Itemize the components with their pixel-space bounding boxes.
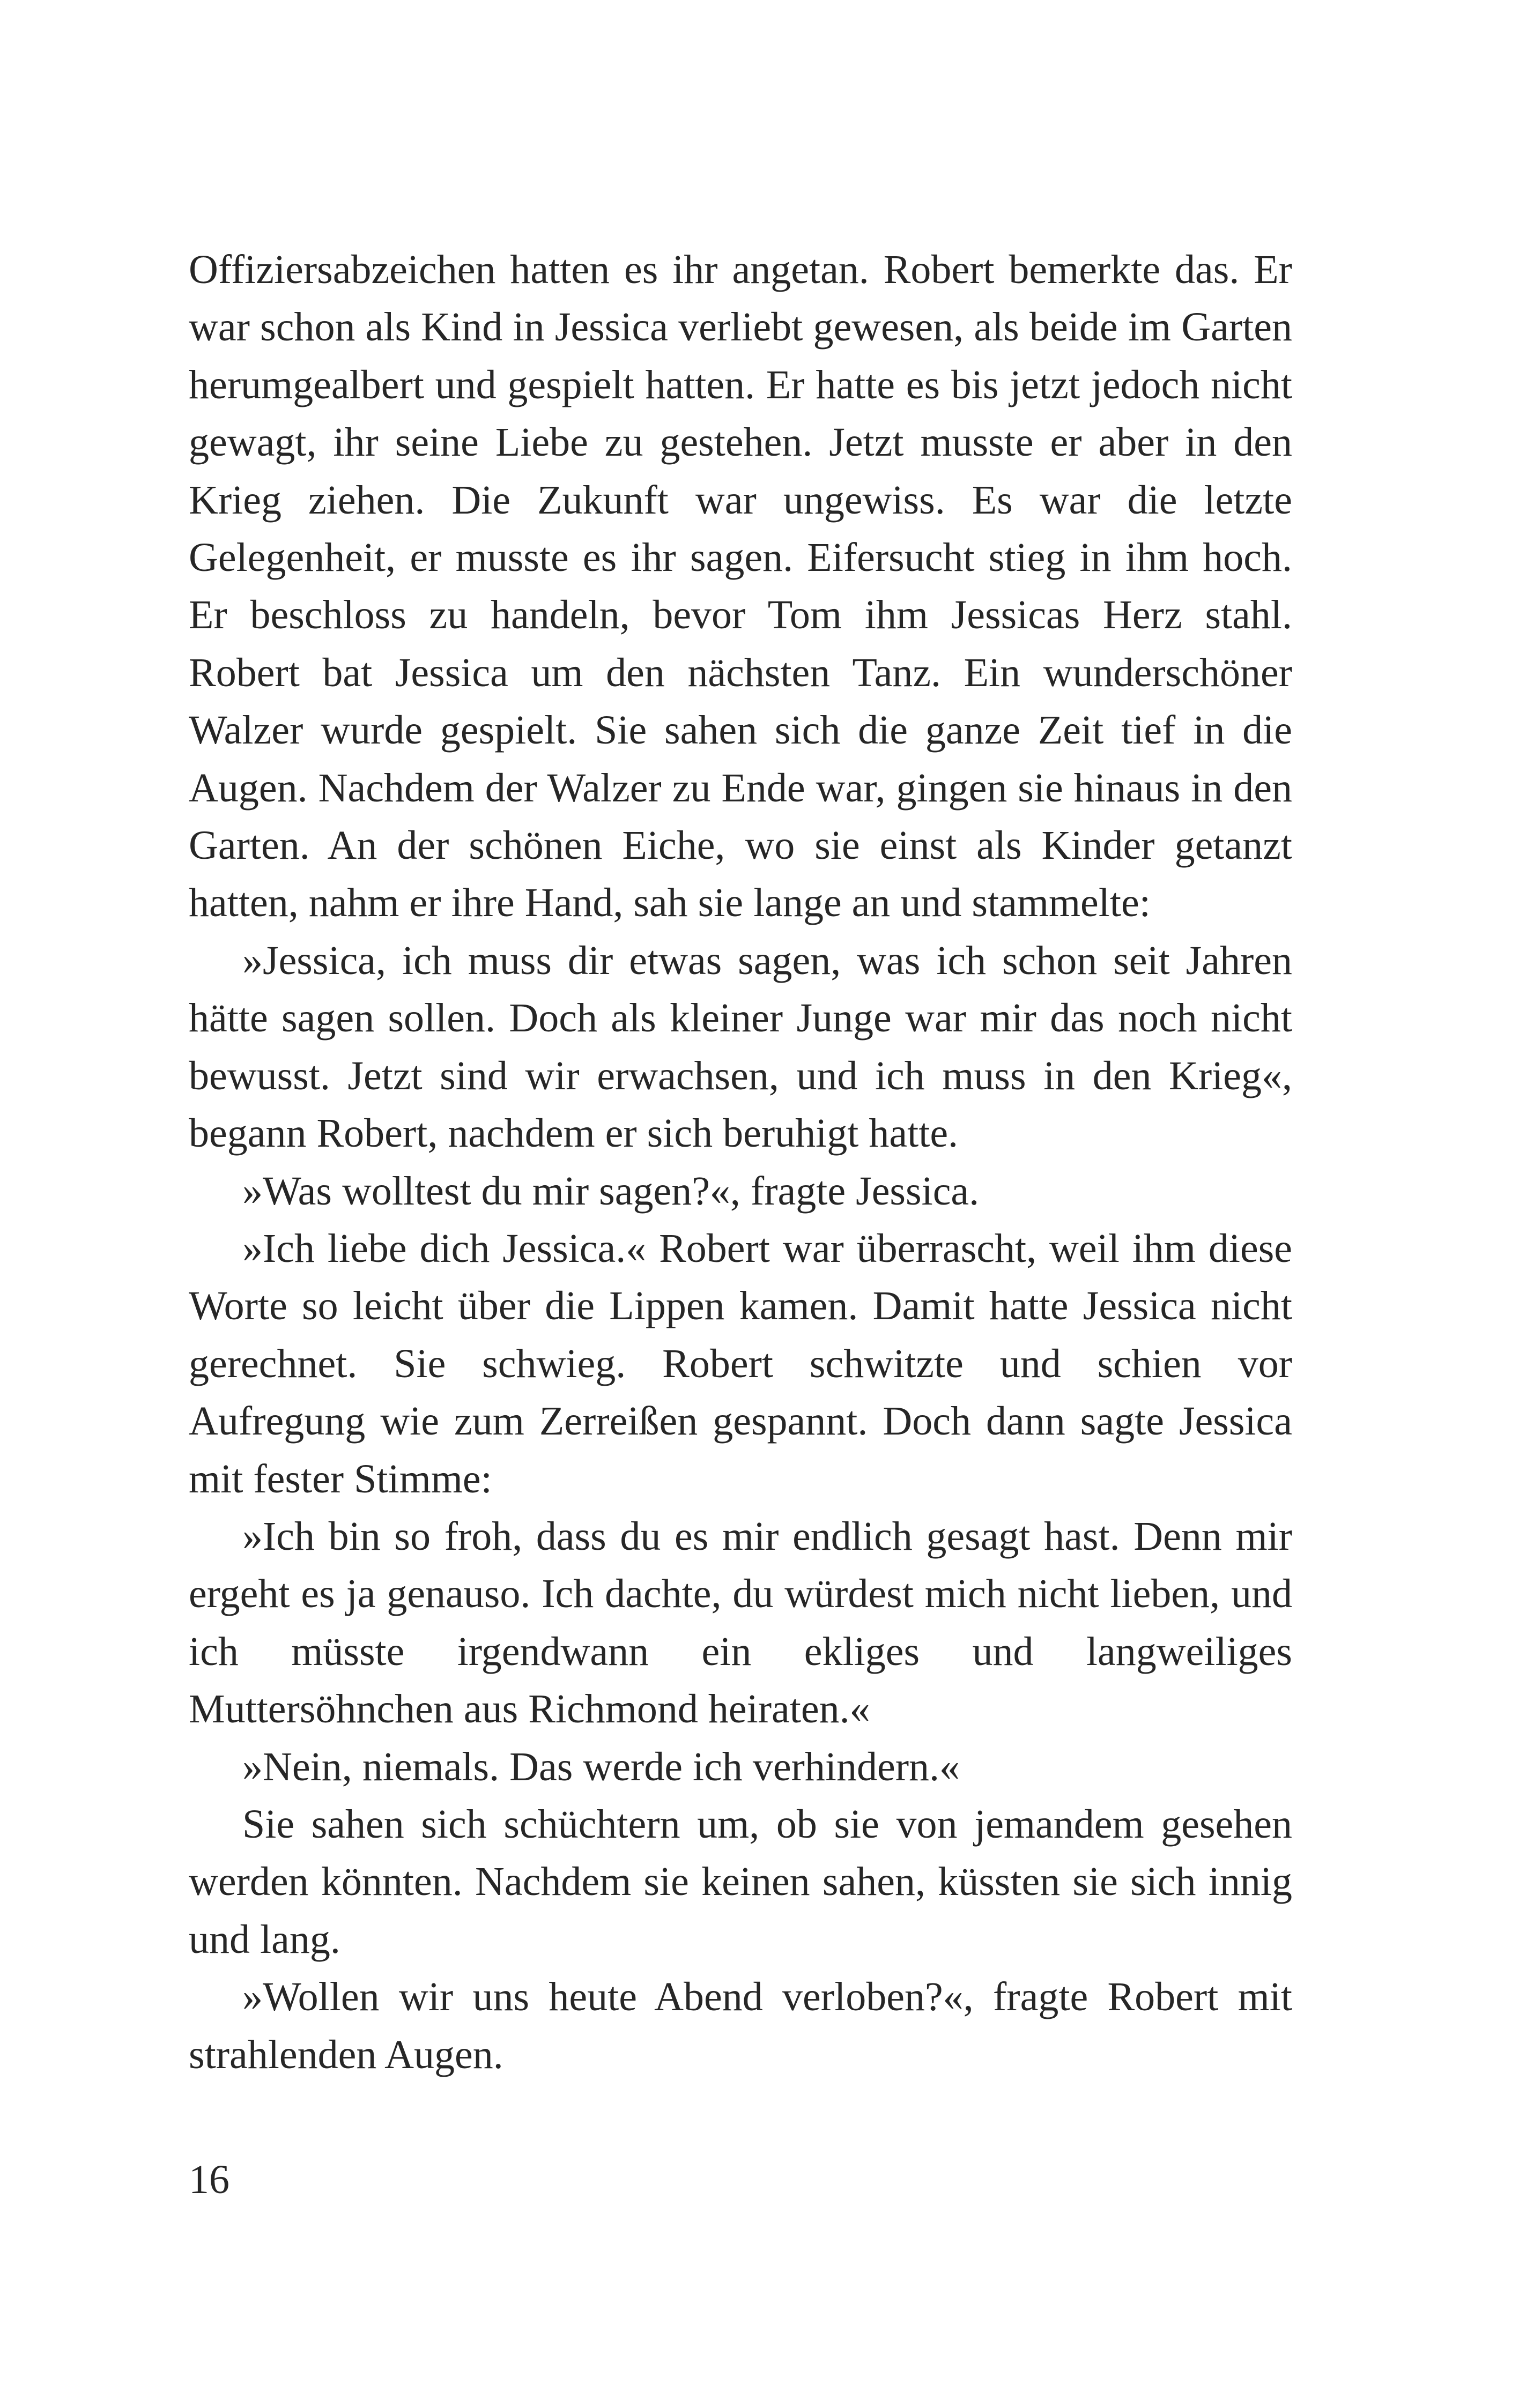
paragraph: »Ich bin so froh, dass du es mir endlich gesagt hast. Denn mir ergeht es ja genauso. Ich dachte, du würdest mich nicht lieben, und ich müsste irgendwann ein ekliges und langweiliges Muttersöhnchen aus Richmond heiraten.« [189,1513,1292,1732]
paragraph: Offiziersabzeichen hatten es ihr angetan. Robert bemerkte das. Er war schon als Kind in Jessica verliebt gewesen, als beide im Garten herumgealbert und gespielt hatten. Er hatte es bis jetzt jedoch nicht gewagt, ihr seine Liebe zu gestehen. Jetzt musste er aber in den Krieg ziehen. Die Zukunft war ungewiss. Es war die letzte Gelegenheit, er musste es ihr sagen. Eifersucht stieg in ihm hoch. Er beschloss zu handeln, bevor Tom ihm Jessicas Herz stahl. Robert bat Jessica um den nächsten Tanz. Ein wunderschöner Walzer wurde gespielt. Sie sahen sich die ganze Zeit tief in die Augen. Nachdem der Walzer zu Ende war, gingen sie hinaus in den Garten. An der schönen Eiche, wo sie einst als Kinder getanzt hatten, nahm er ihre Hand, sah sie lange an und stammelte: [189,247,1292,926]
paragraph: »Was wolltest du mir sagen?«, fragte Jessica. [242,1168,980,1214]
body-text [189,241,1292,2084]
paragraph: »Nein, niemals. Das werde ich verhindern.« [242,1744,960,1789]
paragraph: Sie sahen sich schüchtern um, ob sie von jemandem gesehen werden könnten. Nachdem sie keinen sahen, küssten sie sich innig und lang. [189,1801,1292,1962]
page-number: 16 [189,2157,229,2202]
paragraph: »Jessica, ich muss dir etwas sagen, was ich schon seit Jahren hätte sagen sollen. Doch als kleiner Junge war mir das noch nicht bewusst. Jetzt sind wir erwachsen, und ich muss in den Krieg«, begann Robert, nachdem er sich beruhigt hatte. [189,938,1292,1156]
paragraph: »Ich liebe dich Jessica.« Robert war überrascht, weil ihm diese Worte so leicht über die Lippen kamen. Damit hatte Jessica nicht gerechnet. Sie schwieg. Robert schwitzte und schien vor Aufregung wie zum Zerreißen gespannt. Doch dann sagte Jessica mit fester Stimme: [189,1225,1292,1502]
paragraph: »Wollen wir uns heute Abend verloben?«, fragte Robert mit strahlenden Augen. [189,1974,1292,2077]
